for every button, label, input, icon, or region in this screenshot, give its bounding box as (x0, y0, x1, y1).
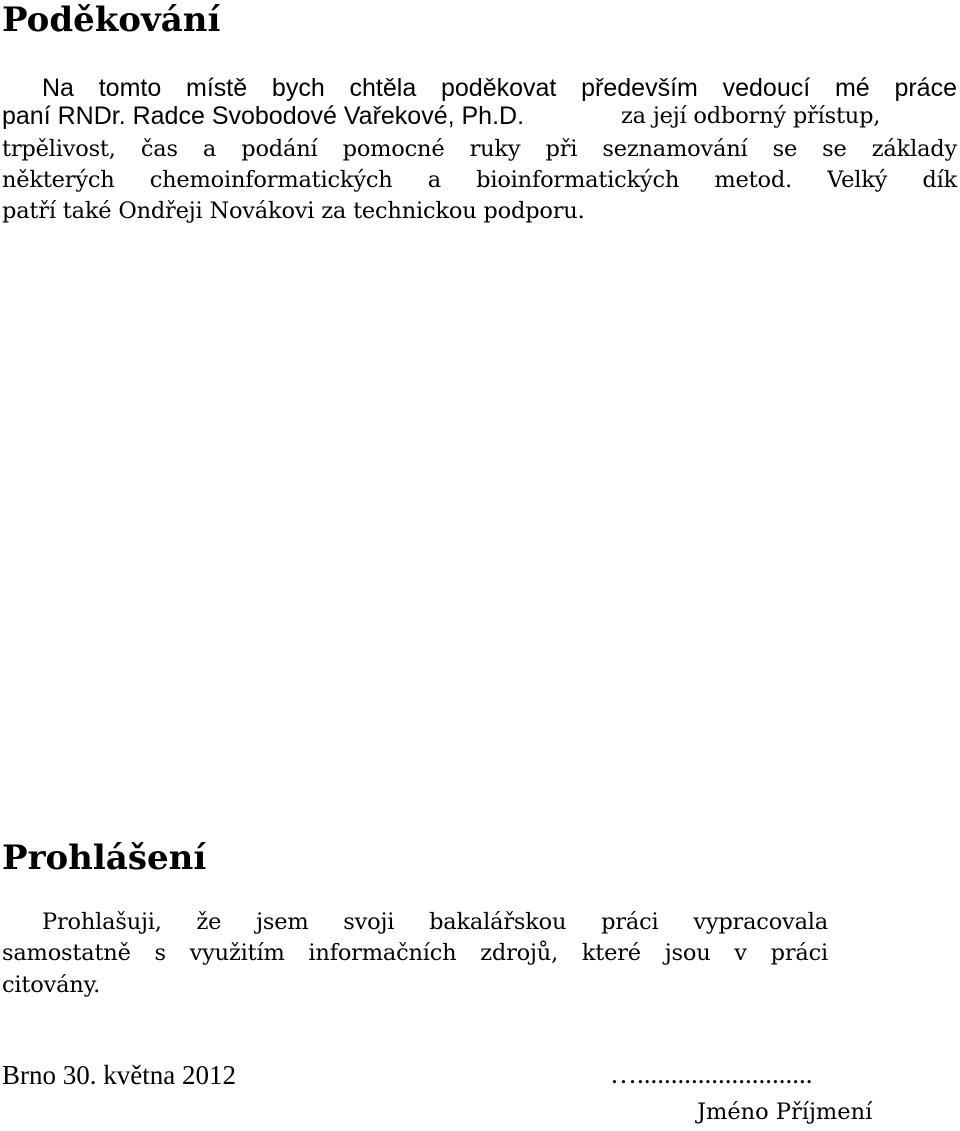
acknowledgement-line-3: trpělivost, čas a podání pomocné ruky při seznamování se se základy (2, 136, 957, 162)
acknowledgement-line-4: některých chemoinformatických a bioinformatických metod. Velký dík (2, 167, 957, 193)
declaration-line-2: samostatně s využitím informačních zdrojů, které jsou v práci (2, 940, 828, 966)
acknowledgement-line-5: patří také Ondřeji Novákovi za technickou podporu. (2, 198, 585, 224)
acknowledgement-line-1: Na tomto místě bych chtěla poděkovat především vedoucí mé práce (42, 74, 957, 102)
declaration-line-1: Prohlašuji, že jsem svoji bakalářskou práci vypracovala (42, 909, 828, 935)
declaration-line-3: citovány. (2, 972, 101, 998)
declaration-heading: Prohlášení (2, 838, 207, 878)
acknowledgement-heading: Poděkování (2, 0, 221, 40)
place-and-date: Brno 30. května 2012 (2, 1060, 236, 1090)
acknowledgement-line-2 (2, 101, 524, 131)
signature-dotted-line: ….......................... (610, 1059, 813, 1089)
acknowledgement-line-2-sans: paní RNDr. Radce Svobodové Vařekové, Ph.D. (2, 102, 525, 130)
signature-name: Jméno Příjmení (697, 1099, 873, 1125)
acknowledgement-line-2-serif: za její odborný přístup, (621, 103, 881, 129)
